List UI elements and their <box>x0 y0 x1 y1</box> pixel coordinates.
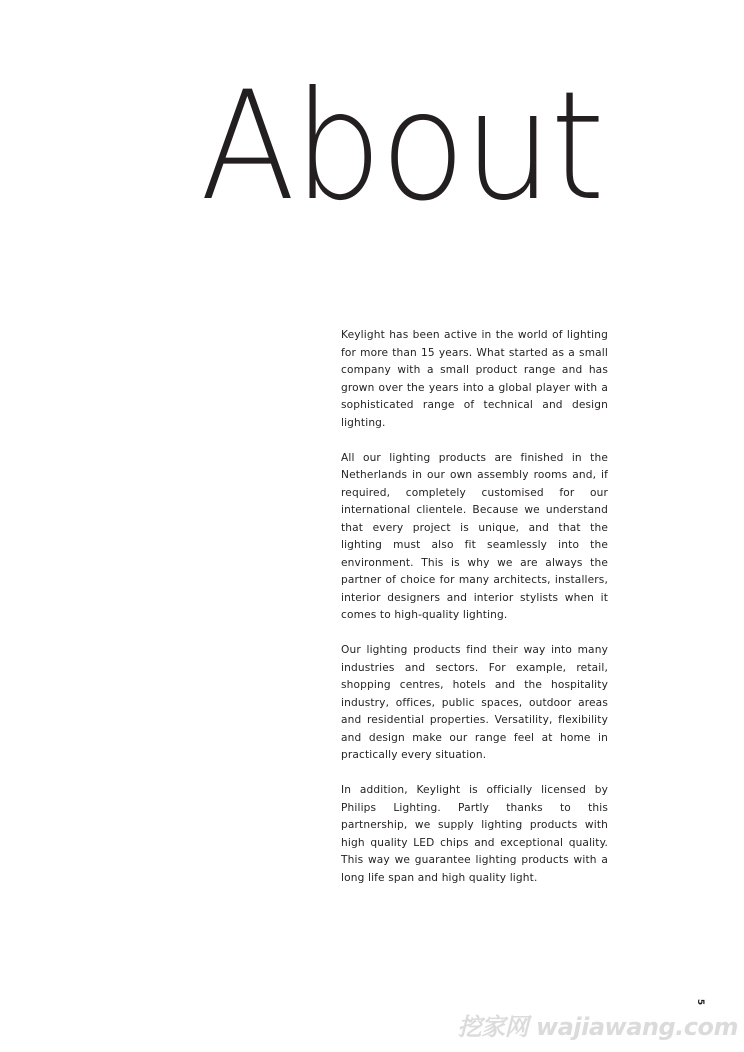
page-number: 5 <box>695 998 706 1006</box>
watermark: 挖家网 wajiawang.com <box>457 1013 738 1041</box>
about-body <box>341 327 608 905</box>
page-title: About <box>200 60 604 234</box>
paragraph-history: Keylight has been active in the world of lighting for more than 15 years. What started as a small company with a small product range and has grown over the years into a global player with a sophisticated range of technical and design lighting. <box>341 329 608 429</box>
paragraph-assembly: All our lighting products are finished in the Netherlands in our own assembly rooms and, if required, completely customised for our international clientele. Because we understand that every project is unique, and that the lighting must also fit seamlessly into the environment. This is why we are always the partner of choice for many architects, installers, interior designers and interior stylists when it comes to high-quality lighting. <box>341 451 608 621</box>
paragraph-sectors: Our lighting products find their way into many industries and sectors. For example, retail, shopping centres, hotels and the hospitality industry, offices, public spaces, outdoor areas and residential properties. Versatility, flexibility and design make our range feel at home in practically every situation. <box>341 644 608 761</box>
paragraph-partnership: In addition, Keylight is officially licensed by Philips Lighting. Partly thanks to this partnership, we supply lighting products with high quality LED chips and exceptional quality. This way we guarantee lighting products with a long life span and high quality light. <box>341 784 608 884</box>
